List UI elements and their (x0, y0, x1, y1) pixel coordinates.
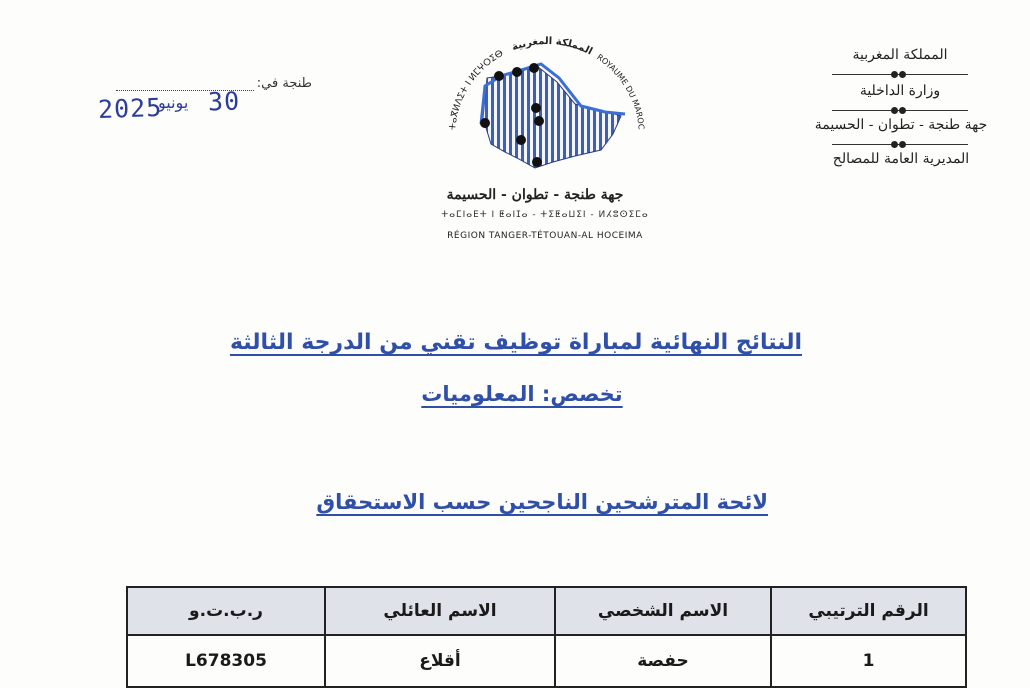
city-label: طنجة في: (256, 76, 312, 91)
divider-dots (891, 71, 907, 77)
region-emblem (425, 16, 665, 184)
svg-text:المملكة المغربية (510, 36, 594, 58)
date-stamp-day: 30 (207, 86, 241, 117)
results-table (126, 586, 967, 688)
logo-region-tifinagh: ⵜⴰⵎⵏⴰⴹⵜ ⵏ ⵟⴰⵏⵊⴰ - ⵜⵉⵟⴰⵡⵉⵏ - ⵍⵃⵓⵙⵉⵎⴰ (441, 210, 649, 220)
region-label: جهة طنجة - تطوان - الحسيمة (814, 117, 988, 133)
ministry-label: وزارة الداخلية (859, 83, 941, 99)
list-title: لائحة المترشحين الناجحين حسب الاستحقاق (316, 490, 768, 514)
cell-last-name: أقلاع (325, 635, 555, 687)
kingdom-label: المملكة المغربية (852, 47, 948, 63)
date-stamp-year: 2025 (97, 92, 163, 125)
date-stamp-month: يونيو (158, 93, 189, 112)
arc-text-tifinagh: ⵜⴰⴳⵍⴷⵉⵜ ⵏ ⵍⵎⵖⵔⵉⴱ (448, 48, 506, 131)
header-last-name: الاسم العائلي (325, 587, 555, 635)
table-header-row (127, 587, 966, 635)
directorate-label: المديرية العامة للمصالح (832, 151, 970, 167)
table-row (127, 635, 966, 687)
header-first-name: الاسم الشخصي (555, 587, 771, 635)
arc-text-ar: المملكة المغربية (510, 35, 595, 58)
divider-dots (891, 141, 907, 147)
cell-rank: 1 (771, 635, 966, 687)
main-title: النتائج النهائية لمباراة توظيف تقني من الدرجة الثالثة (229, 330, 802, 355)
header-rank: الرقم الترتيبي (771, 587, 966, 635)
logo-region-fr: RÉGION TANGER-TÉTOUAN-AL HOCEIMA (447, 231, 643, 241)
cell-cin: L678305 (127, 635, 325, 687)
header-cin: ر.ب.ت.و (127, 587, 325, 635)
arc-text-fr: ROYAUME DU MAROC (595, 52, 646, 130)
specialty-title: تخصص: المعلوميات (421, 382, 623, 406)
divider-dots (891, 107, 907, 113)
logo-region-ar: جهة طنجة - تطوان - الحسيمة (446, 187, 624, 203)
cell-first-name: حفصة (555, 635, 771, 687)
